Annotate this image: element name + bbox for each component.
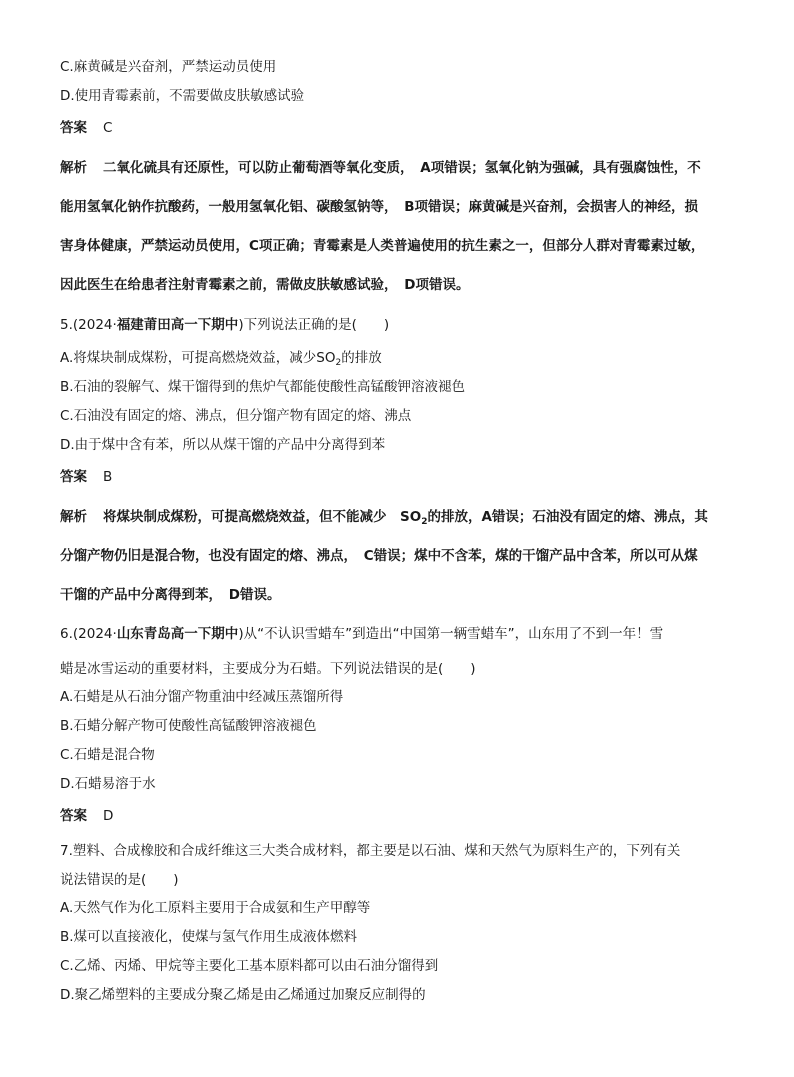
q5-analysis-line-1 <box>60 507 708 532</box>
source-name: 山东青岛高一下期中 <box>116 626 239 642</box>
q7-stem-line-2: 说法错误的是( ) <box>60 872 179 888</box>
source-open: (2024· <box>72 626 117 642</box>
answer-label: 答案 <box>60 808 87 824</box>
q5-option-b: B.石油的裂解气、煤干馏得到的焦炉气都能使酸性高锰酸钾溶液褪色 <box>60 379 466 395</box>
source-name: 福建莆田高一下期中 <box>116 317 239 333</box>
q7-option-a: A.天然气作为化工原料主要用于合成氨和生产甲醇等 <box>60 900 371 916</box>
q5-analysis-line-2: 分馏产物仍旧是混合物，也没有固定的熔、沸点， C错误；煤中不含苯，煤的干馏产品中含苯，所以可从煤 <box>60 548 698 564</box>
analysis-text: 将煤块制成煤粉，可提高燃烧效益，但不能减少 <box>103 509 400 525</box>
q6-stem-line-2: 蜡是冰雪运动的重要材料，主要成分为石蜡。下列说法错误的是( ) <box>60 661 476 677</box>
q6-answer <box>60 806 113 826</box>
q5-analysis-line-3: 干馏的产品中分离得到苯， D错误。 <box>60 587 281 603</box>
q4-analysis-line-2: 能用氢氧化钠作抗酸药，一般用氢氧化铝、碳酸氢钠等， B项错误；麻黄碱是兴奋剂，会损害人的神经，损 <box>60 199 699 215</box>
q4-analysis-line-4: 因此医生在给患者注射青霉素之前，需做皮肤敏感试验， D项错误。 <box>60 277 470 293</box>
analysis-text: 二氧化硫具有还原性，可以防止葡萄酒等氧化变质， A项错误；氢氧化钠为强碱，具有强腐蚀性，不 <box>103 160 701 176</box>
q5-option-c: C.石油没有固定的熔、沸点，但分馏产物有固定的熔、沸点 <box>60 408 412 424</box>
answer-value: D <box>103 808 114 824</box>
q4-analysis-line-1 <box>60 158 701 178</box>
q7-stem-line-1: 7.塑料、合成橡胶和合成纤维这三大类合成材料，都主要是以石油、煤和天然气为原料生产的，下列有关 <box>60 843 681 859</box>
q4-analysis-line-3: 害身体健康，严禁运动员使用，C项正确；青霉素是人类普遍使用的抗生素之一，但部分人群对青霉素过敏， <box>60 238 705 254</box>
formula-subscript: 2 <box>335 358 342 368</box>
q7-option-b: B.煤可以直接液化，使煤与氢气作用生成液体燃料 <box>60 929 358 945</box>
formula: SO <box>316 350 336 366</box>
question-number: 5. <box>60 317 73 333</box>
formula-subscript: 2 <box>421 517 428 527</box>
source-close: ) <box>238 317 244 333</box>
q5-stem <box>60 315 389 335</box>
answer-value: B <box>103 469 113 485</box>
q4-answer <box>60 118 112 138</box>
q6-option-b: B.石蜡分解产物可使酸性高锰酸钾溶液褪色 <box>60 718 317 734</box>
q6-option-c: C.石蜡是混合物 <box>60 747 155 763</box>
q6-option-d: D.石蜡易溶于水 <box>60 776 156 792</box>
q5-option-a <box>60 348 382 373</box>
q7-option-d: D.聚乙烯塑料的主要成分聚乙烯是由乙烯通过加聚反应制得的 <box>60 987 426 1003</box>
q6-stem-line-1 <box>60 624 663 644</box>
q6-option-a: A.石蜡是从石油分馏产物重油中经减压蒸馏所得 <box>60 689 344 705</box>
q5-answer <box>60 467 112 487</box>
analysis-label: 解析 <box>60 509 87 525</box>
formula: SO <box>400 509 422 525</box>
question-stem: 下列说法正确的是( ) <box>243 317 390 333</box>
answer-label: 答案 <box>60 469 87 485</box>
analysis-text-end: 的排放，A错误；石油没有固定的熔、沸点，其 <box>427 509 708 525</box>
source-open: (2024· <box>72 317 117 333</box>
option-text-end: 的排放 <box>341 350 382 366</box>
option-text: A.将煤块制成煤粉，可提高燃烧效益，减少 <box>60 350 317 366</box>
q4-option-c: C.麻黄碱是兴奋剂，严禁运动员使用 <box>60 59 277 75</box>
q7-option-c: C.乙烯、丙烯、甲烷等主要化工基本原料都可以由石油分馏得到 <box>60 958 439 974</box>
q5-option-d: D.由于煤中含有苯，所以从煤干馏的产品中分离得到苯 <box>60 437 386 453</box>
analysis-label: 解析 <box>60 160 87 176</box>
answer-label: 答案 <box>60 120 87 136</box>
source-close: ) <box>238 626 244 642</box>
q4-option-d: D.使用青霉素前，不需要做皮肤敏感试验 <box>60 88 305 104</box>
question-number: 6. <box>60 626 73 642</box>
answer-value: C <box>103 120 113 136</box>
question-stem: 从“不认识雪蜡车”到造出“中国第一辆雪蜡车”，山东用了不到一年！雪 <box>243 626 664 642</box>
